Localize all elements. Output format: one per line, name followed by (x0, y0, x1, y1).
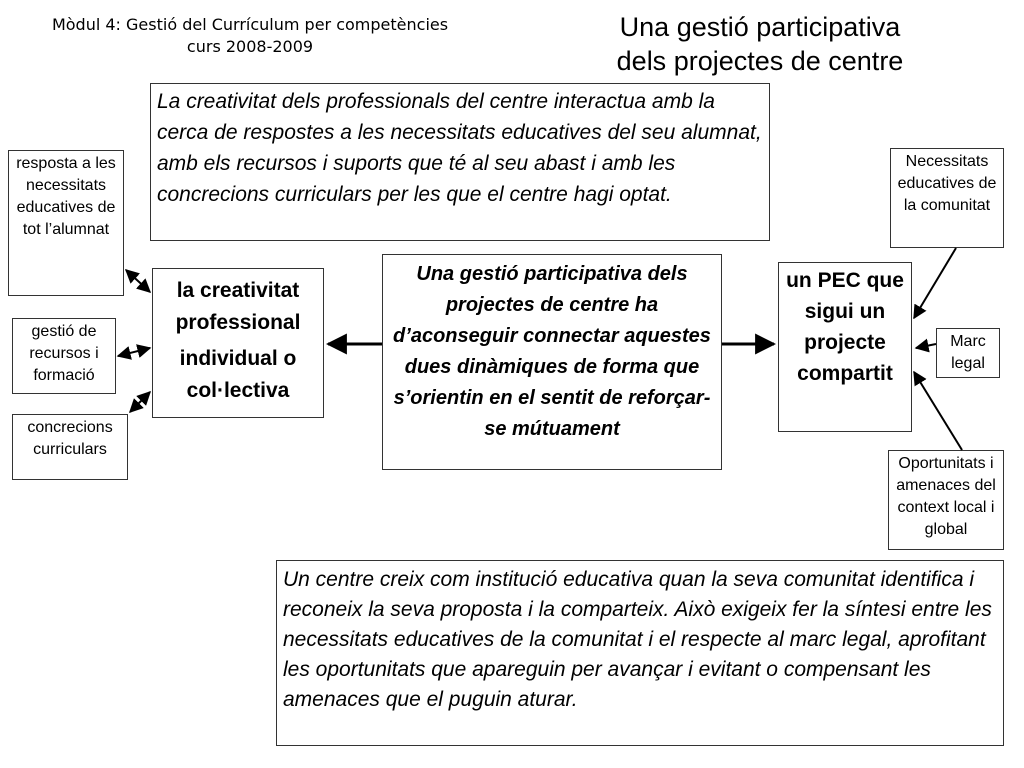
main-title-line-2: dels projectes de centre (616, 46, 904, 76)
right-box-opportunities: Oportunitats i amenaces del context local i global (888, 450, 1004, 550)
arrow-curricular-creativity (130, 392, 150, 412)
bottom-text-box: Un centre creix com institució educativa quan la seva comunitat identifica i reconeix la seva proposta i la comparteix. Això exigeix fer la síntesi entre les necessitats educatives de la comunitat i el respecte al marc legal, aprofitant les oportunitats que apareguin per avançar i evitant o compensant les amenaces que el puguin aturar. (276, 560, 1004, 746)
left-box-needs: resposta a les necessitats educatives de tot l’alumnat (8, 150, 124, 296)
right-box-community-needs: Necessitats educatives de la comunitat (890, 148, 1004, 248)
creativity-line-1: la creativitat professional (175, 279, 301, 334)
arrow-legal-to-pec (916, 344, 936, 348)
arrow-needs-creativity (126, 270, 150, 292)
left-box-curricular: concrecions curriculars (12, 414, 128, 480)
main-title-line-1: Una gestió participativa (619, 12, 901, 42)
pec-box: un PEC que sigui un projecte compartit (778, 262, 912, 432)
creativity-line-2: individual o col·lectiva (179, 347, 297, 402)
arrow-opportunities-to-pec (914, 372, 962, 450)
intro-text-box: La creativitat dels professionals del centre interactua amb la cerca de respostes a les necessitats educatives del seu alumnat, amb els recursos i suports que té al seu abast i amb les concrecions curriculars per les que el centre hagi optat. (150, 83, 770, 241)
arrow-resources-creativity (118, 348, 150, 356)
arrow-community-to-pec (914, 248, 956, 318)
module-line-1: Mòdul 4: Gestió del Currículum per competències (51, 15, 449, 34)
center-connect-box: Una gestió participativa dels projectes de centre ha d’aconseguir connectar aquestes dues dinàmiques de forma que s’orientin en el sentit de reforçar-se mútuament (382, 254, 722, 470)
right-box-legal: Marc legal (936, 328, 1000, 378)
left-box-resources: gestió de recursos i formació (12, 318, 116, 394)
module-line-2: curs 2008-2009 (186, 37, 314, 56)
